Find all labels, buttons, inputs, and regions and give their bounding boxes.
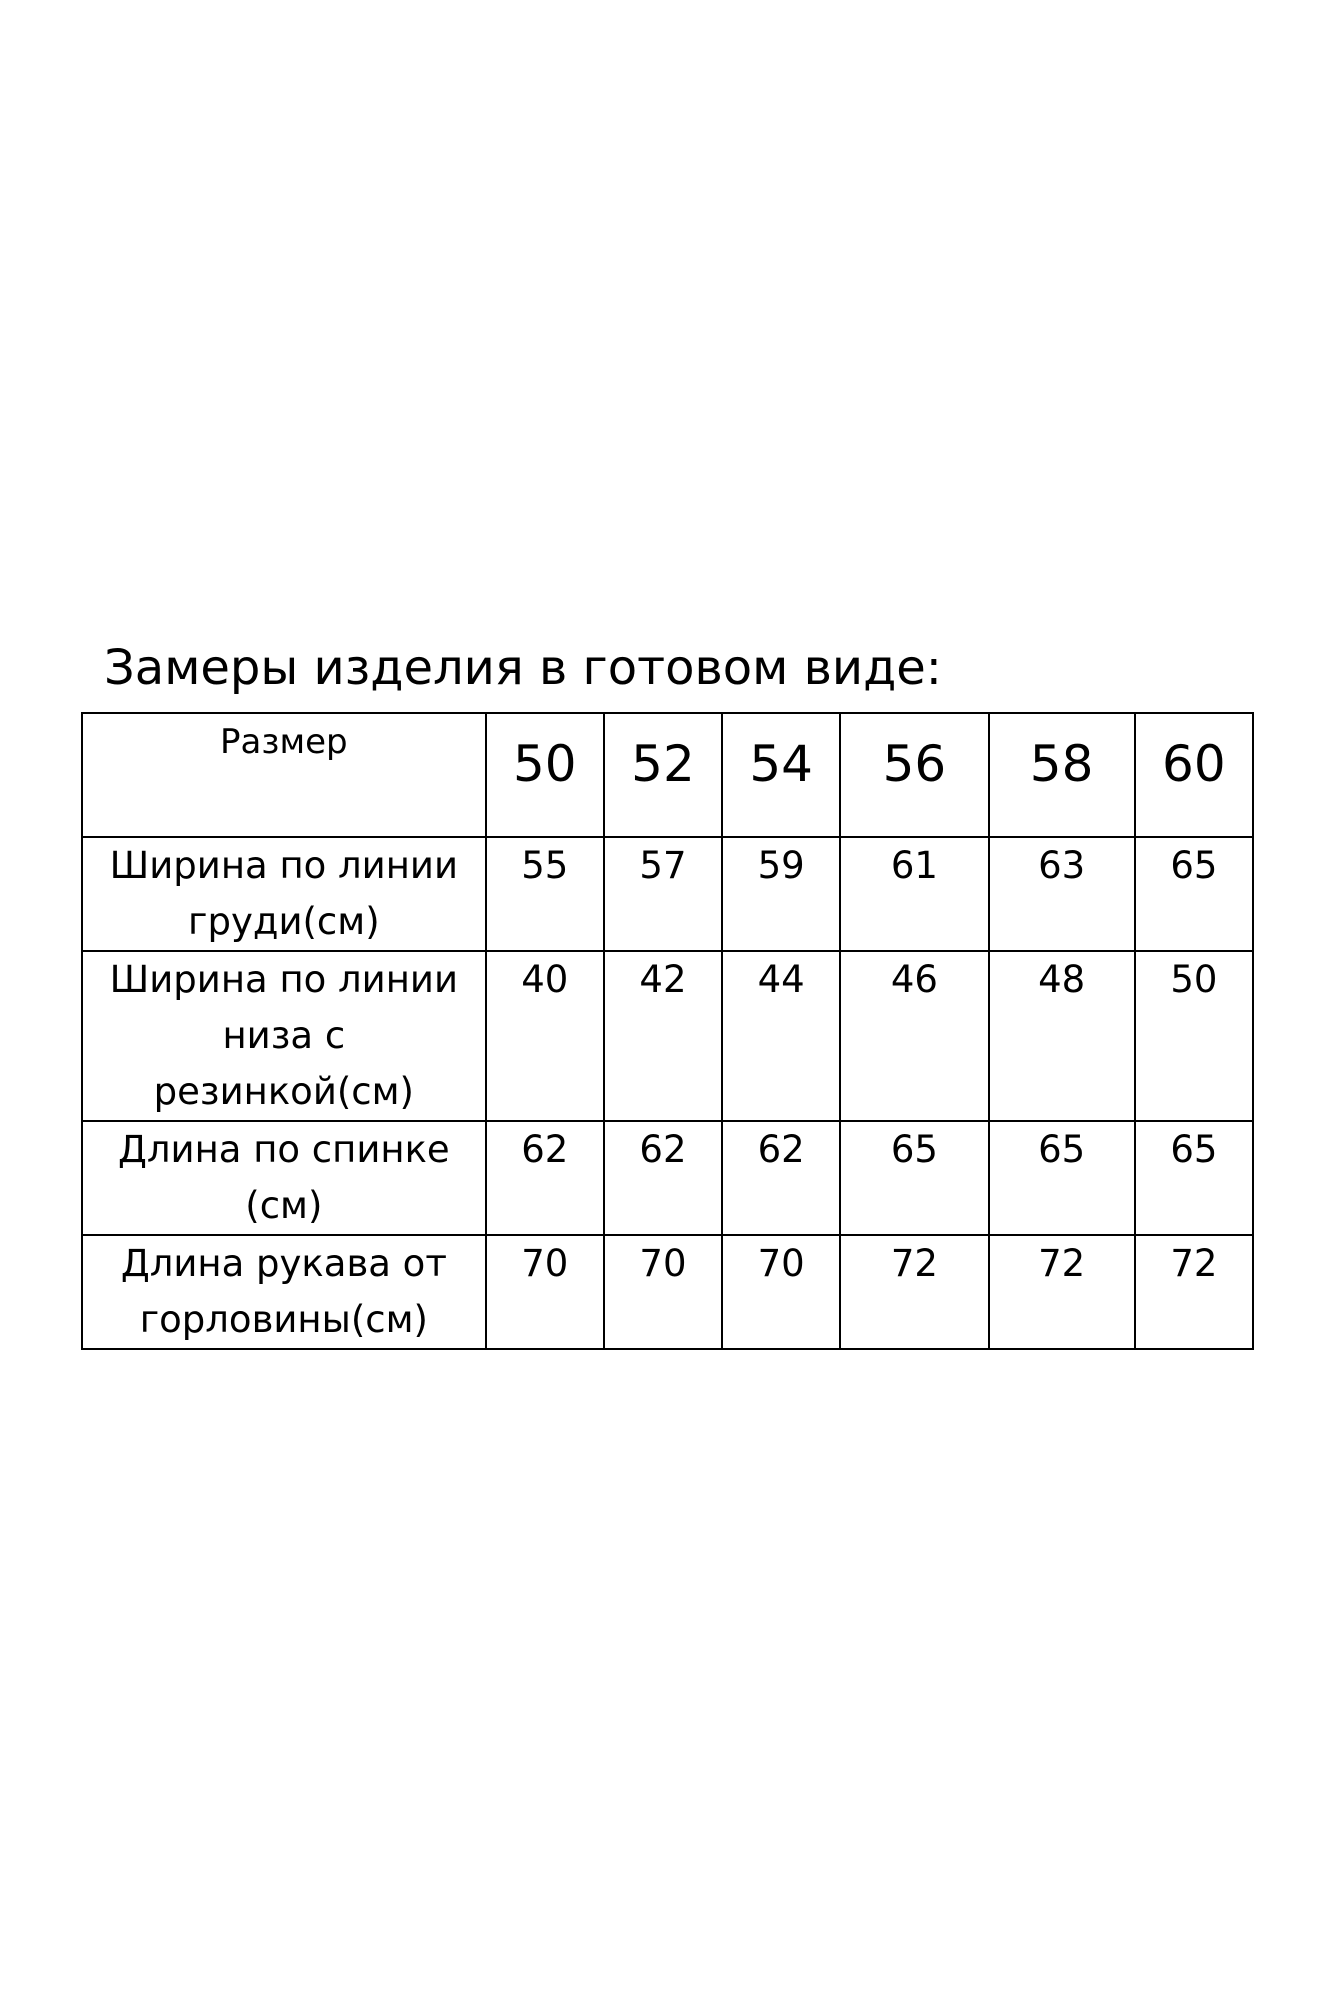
row-label-line: резинкой(см) bbox=[153, 1070, 414, 1113]
table-cell: 62 bbox=[604, 1121, 722, 1235]
row-label-line: Ширина по линии bbox=[109, 958, 459, 1001]
table-row bbox=[82, 1121, 1253, 1235]
row-label-line: Длина по спинке bbox=[117, 1128, 450, 1171]
table-cell: 59 bbox=[722, 837, 840, 951]
table-cell: 65 bbox=[989, 1121, 1135, 1235]
size-header: 60 bbox=[1135, 713, 1253, 837]
table-header-row bbox=[82, 713, 1253, 837]
page-title: Замеры изделия в готовом виде: bbox=[104, 640, 942, 696]
table-row bbox=[82, 837, 1253, 951]
table-cell: 70 bbox=[604, 1235, 722, 1349]
row-label bbox=[82, 1121, 486, 1235]
table-cell: 72 bbox=[1135, 1235, 1253, 1349]
row-label-line: Длина рукава от bbox=[120, 1242, 447, 1285]
table-cell: 42 bbox=[604, 951, 722, 1121]
size-header: 50 bbox=[486, 713, 604, 837]
row-label-line: (см) bbox=[245, 1184, 323, 1227]
row-label bbox=[82, 837, 486, 951]
table-cell: 65 bbox=[840, 1121, 988, 1235]
table-cell: 62 bbox=[722, 1121, 840, 1235]
table-cell: 65 bbox=[1135, 837, 1253, 951]
table-cell: 65 bbox=[1135, 1121, 1253, 1235]
table-cell: 40 bbox=[486, 951, 604, 1121]
table-cell: 44 bbox=[722, 951, 840, 1121]
table-cell: 63 bbox=[989, 837, 1135, 951]
row-label-line: груди(см) bbox=[188, 900, 380, 943]
header-label: Размер bbox=[82, 713, 486, 837]
table-cell: 62 bbox=[486, 1121, 604, 1235]
size-header: 52 bbox=[604, 713, 722, 837]
size-header: 54 bbox=[722, 713, 840, 837]
table-cell: 70 bbox=[486, 1235, 604, 1349]
size-header: 56 bbox=[840, 713, 988, 837]
row-label-line: Ширина по линии bbox=[109, 844, 459, 887]
table-cell: 55 bbox=[486, 837, 604, 951]
table-cell: 70 bbox=[722, 1235, 840, 1349]
table-row bbox=[82, 1235, 1253, 1349]
table-cell: 72 bbox=[840, 1235, 988, 1349]
table-cell: 50 bbox=[1135, 951, 1253, 1121]
size-chart-table bbox=[81, 712, 1254, 1350]
row-label bbox=[82, 1235, 486, 1349]
row-label bbox=[82, 951, 486, 1121]
table-cell: 46 bbox=[840, 951, 988, 1121]
row-label-line: горловины(см) bbox=[139, 1298, 428, 1341]
size-header: 58 bbox=[989, 713, 1135, 837]
table-cell: 48 bbox=[989, 951, 1135, 1121]
row-label-line: низа с bbox=[222, 1014, 346, 1057]
table-cell: 61 bbox=[840, 837, 988, 951]
table-cell: 57 bbox=[604, 837, 722, 951]
table-row bbox=[82, 951, 1253, 1121]
table-cell: 72 bbox=[989, 1235, 1135, 1349]
